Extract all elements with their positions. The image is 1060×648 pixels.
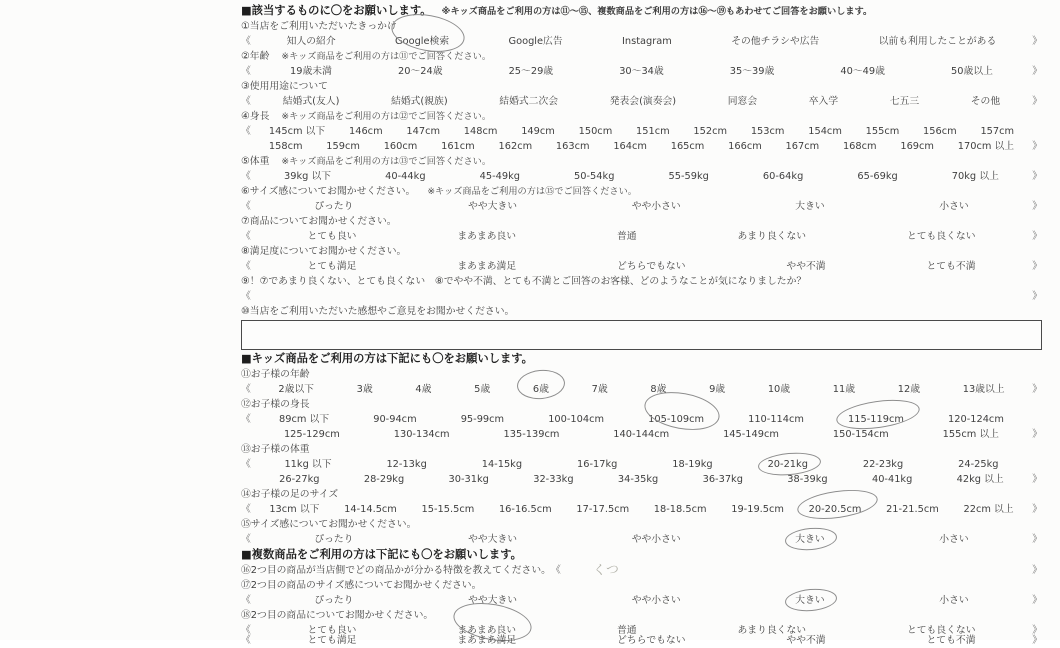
options-row (241, 94, 1042, 109)
option: 小さい (939, 201, 969, 212)
option: 9歳 (709, 384, 726, 395)
question-number-and-text: ①当店をご利用いただいたきっかけ (241, 21, 397, 32)
option: 65-69kg (857, 171, 898, 182)
option: 40～49歳 (840, 66, 885, 77)
question-number-and-text: ⑭お子様の足のサイズ (241, 489, 339, 500)
option: 163cm (555, 141, 590, 152)
options-group (257, 427, 1026, 442)
option: 19歳未満 (290, 66, 332, 77)
open-bracket: 《 (241, 625, 251, 636)
option: 16-17kg (577, 459, 618, 470)
option: 159cm (326, 141, 360, 152)
option: 145cm 以下 (268, 126, 326, 137)
option: 以前も利用したことがある (878, 36, 997, 47)
question-label (241, 274, 1042, 289)
question-number-and-text: ⑨！⑦であまり良くない、とても良くない ⑧でやや不満、とても不満とご回答のお客様、どのようなことが気になりましたか？ (241, 276, 807, 287)
option: 89cm 以下 (279, 414, 330, 425)
option: 148cm (463, 126, 498, 137)
open-bracket: 《 (550, 565, 561, 576)
option: 22cm 以上 (963, 504, 1014, 515)
option: やや小さい (631, 201, 681, 212)
option: 40-41kg (871, 474, 913, 485)
question-label (241, 608, 1042, 623)
option: 大きい (795, 532, 824, 547)
option: やや大きい (468, 201, 518, 212)
option: 151cm (636, 126, 670, 137)
option: とても良くない (906, 231, 976, 242)
option: 140-144cm (613, 429, 670, 440)
option: ぴったり (314, 201, 354, 212)
option: 120-124cm (948, 414, 1004, 425)
options-group (257, 94, 1026, 109)
option: 156cm (923, 126, 957, 137)
option: 130-134cm (393, 429, 450, 440)
option: ぴったり (314, 595, 354, 606)
open-bracket: 《 (241, 634, 251, 646)
close-bracket: 》 (1032, 565, 1042, 576)
option: 14-15kg (481, 459, 523, 470)
option: 24-25kg (958, 459, 999, 470)
question-number-and-text: ⑤体重 (241, 156, 270, 167)
option: 30～34歳 (619, 66, 664, 77)
section-header (241, 351, 1042, 367)
option: 普通 (616, 231, 637, 242)
close-bracket: 》 (1032, 429, 1042, 440)
option: 小さい (939, 534, 969, 545)
close-bracket: 》 (1032, 534, 1042, 545)
option: 卒入学 (808, 96, 839, 107)
question-label (241, 109, 1042, 124)
option: 168cm (842, 141, 877, 152)
open-bracket: 《 (241, 231, 251, 242)
question-number-and-text: ④身長 (241, 111, 270, 122)
option: 150-154cm (832, 429, 889, 440)
options-group (257, 472, 1026, 487)
options-group (257, 382, 1026, 397)
option: やや不満 (786, 634, 826, 646)
question-label (241, 79, 1042, 94)
close-bracket: 》 (1032, 595, 1042, 606)
options-group (257, 259, 1026, 274)
question-label (241, 442, 1042, 457)
option: やや大きい (468, 595, 518, 606)
option: 32-33kg (533, 474, 574, 485)
open-bracket: 《 (241, 595, 251, 606)
option: 13歳以上 (962, 384, 1005, 395)
open-bracket: 《 (241, 504, 251, 515)
question-number-and-text: ⑪お子様の年齢 (241, 369, 310, 380)
option: あまり良くない (737, 231, 807, 242)
option: Instagram (622, 36, 672, 47)
options-group (257, 502, 1026, 517)
option: 4歳 (415, 384, 432, 395)
option: 146cm (348, 126, 383, 137)
question-number-and-text: ⑧満足度についてお聞かせください。 (241, 246, 407, 257)
option: 170cm 以上 (957, 141, 1015, 152)
option: 39kg 以下 (284, 171, 332, 182)
option: 結婚式(親族) (391, 96, 448, 107)
options-row (241, 199, 1042, 214)
option: とても満足 (307, 634, 357, 646)
partial-options-row (241, 634, 1042, 646)
option: 11kg 以下 (284, 459, 332, 470)
option: 150cm (578, 126, 613, 137)
option: 149cm (521, 126, 555, 137)
close-bracket: 》 (1032, 384, 1042, 395)
options-row (241, 169, 1042, 184)
option: 100-104cm (548, 414, 605, 425)
option: 165cm (670, 141, 705, 152)
option: 12-13kg (386, 459, 427, 470)
options-group (257, 412, 1026, 427)
options-row (241, 593, 1042, 608)
close-bracket: 》 (1032, 291, 1042, 302)
section-header-text: ■該当するものに〇をお願いします。 (241, 4, 432, 17)
close-bracket: 》 (1032, 66, 1042, 77)
comment-box[interactable] (241, 320, 1042, 350)
options-group (257, 199, 1026, 214)
option: 50-54kg (574, 171, 615, 182)
option: 30-31kg (448, 474, 489, 485)
open-bracket: 《 (241, 201, 251, 212)
question-label (241, 19, 1042, 34)
question-number-and-text: ⑥サイズ感についてお聞かせください。 (241, 186, 416, 197)
close-bracket: 》 (1032, 231, 1042, 242)
question-number-and-text: ②年齢 (241, 51, 270, 62)
options-group (257, 169, 1026, 184)
option: 162cm (498, 141, 533, 152)
close-bracket: 》 (1032, 474, 1042, 485)
question-label (241, 304, 1042, 319)
option: とても良い (307, 231, 357, 242)
question-note: ※キッズ商品をご利用の方は⑫でご回答ください。 (281, 111, 492, 122)
question-label (241, 487, 1042, 502)
option: 35～39歳 (729, 66, 775, 77)
close-bracket: 》 (1032, 261, 1042, 272)
option: 110-114cm (748, 414, 804, 425)
option: 20-21kg (768, 457, 808, 472)
option: やや小さい (631, 595, 681, 606)
option: Google検索 (395, 34, 449, 49)
option: 28-29kg (363, 474, 405, 485)
section-header (241, 547, 1042, 563)
option: 5歳 (474, 384, 491, 395)
option: 155cm 以上 (942, 429, 999, 440)
option: 8歳 (650, 384, 667, 395)
open-bracket: 《 (241, 384, 251, 395)
question-number-and-text: ⑫お子様の身長 (241, 399, 310, 410)
handwritten-answer: くつ (592, 562, 620, 579)
option: 18-19kg (672, 459, 713, 470)
option: 160cm (383, 141, 418, 152)
close-bracket: 》 (1032, 625, 1042, 636)
open-bracket: 《 (241, 36, 251, 47)
option: やや小さい (631, 534, 681, 545)
option: 105-109cm (648, 412, 704, 427)
option: まあまあ良い (457, 231, 517, 242)
option: まあまあ満足 (457, 634, 517, 646)
option: 17-17.5cm (576, 504, 630, 515)
options-group (257, 229, 1026, 244)
open-bracket: 《 (241, 96, 251, 107)
question-number-and-text: ⑦商品についてお聞かせください。 (241, 216, 397, 227)
option: 22-23kg (862, 459, 904, 470)
option: 166cm (728, 141, 762, 152)
close-bracket: 》 (1032, 171, 1042, 182)
section-header-text: ■キッズ商品をご利用の方は下記にも〇をお願いします。 (241, 352, 533, 365)
option: とても良い (307, 625, 357, 636)
question-label (241, 517, 1042, 532)
option: 167cm (785, 141, 820, 152)
option: まあまあ満足 (457, 261, 517, 272)
option: 16-16.5cm (498, 504, 552, 515)
option: 55-59kg (668, 171, 709, 182)
option: 42kg 以上 (956, 474, 1004, 485)
option: まあまあ良い (457, 623, 516, 638)
option: 21-21.5cm (886, 504, 939, 515)
option: 164cm (613, 141, 647, 152)
options-row (241, 139, 1042, 154)
question-number-and-text: ⑬お子様の体重 (241, 444, 310, 455)
option: 大きい (795, 201, 825, 212)
options-row (241, 532, 1042, 547)
question-label (241, 397, 1042, 412)
option: 大きい (795, 593, 824, 608)
option: 169cm (900, 141, 934, 152)
option: やや不満 (786, 261, 826, 272)
option: 34-35kg (617, 474, 659, 485)
close-bracket: 》 (1032, 634, 1042, 646)
option: 38-39kg (787, 474, 828, 485)
question-number-and-text: ⑩当店をご利用いただいた感想やご意見をお聞かせください。 (241, 306, 515, 317)
options-row (241, 64, 1042, 79)
option: 18-18.5cm (653, 504, 707, 515)
option: 36-37kg (702, 474, 743, 485)
option: 153cm (750, 126, 785, 137)
option: 40-44kg (385, 171, 426, 182)
question-number-and-text: ⑰2つ目の商品のサイズ感についてお聞かせください。 (241, 580, 482, 591)
option: 115-119cm (848, 412, 904, 427)
options-group (257, 532, 1026, 547)
options-row (241, 382, 1042, 397)
open-bracket: 《 (241, 126, 251, 137)
option: 20-20.5cm (809, 502, 862, 517)
option: 90-94cm (373, 414, 417, 425)
option: 125-129cm (283, 429, 340, 440)
open-bracket: 《 (241, 414, 251, 425)
open-bracket: 《 (241, 534, 251, 545)
section-header-text: ■複数商品をご利用の方は下記にも〇をお願いします。 (241, 548, 522, 561)
option: 145-149cm (723, 429, 779, 440)
option: 2歳以下 (278, 384, 314, 395)
close-bracket: 》 (1032, 36, 1042, 47)
option: 152cm (693, 126, 728, 137)
option: 7歳 (591, 384, 608, 395)
option: 10歳 (767, 384, 791, 395)
options-group (257, 593, 1026, 608)
blank-answer-row (241, 289, 1042, 304)
option: 25～29歳 (508, 66, 554, 77)
option: 135-139cm (503, 429, 560, 440)
options-row (241, 412, 1042, 427)
question-label (241, 244, 1042, 259)
option: 45-49kg (479, 171, 520, 182)
option: 15-15.5cm (421, 504, 475, 515)
question-note: ※キッズ商品をご利用の方は⑬でご回答ください。 (281, 156, 492, 167)
question-label (241, 563, 1042, 578)
options-group (257, 64, 1026, 79)
option: どちらでもない (617, 634, 686, 646)
option: 知人の紹介 (286, 36, 336, 47)
open-bracket: 《 (241, 66, 251, 77)
options-row (241, 457, 1042, 472)
option: 158cm (268, 141, 303, 152)
options-row (241, 259, 1042, 274)
option: 6歳 (533, 382, 549, 397)
section-header (241, 3, 1042, 19)
option: その他チラシや広告 (731, 36, 820, 47)
option: 161cm (441, 141, 475, 152)
option: その他 (970, 96, 1001, 107)
option: 154cm (808, 126, 842, 137)
question-note: ※キッズ商品をご利用の方は⑪でご回答ください。 (281, 51, 492, 62)
question-label (241, 49, 1042, 64)
option: 157cm (980, 126, 1015, 137)
option: 結婚式(友人) (282, 96, 340, 107)
question-number-and-text: ⑯2つ目の商品が当店側でどの商品かが分かる特徴を教えてください。 (241, 565, 551, 576)
options-row (241, 427, 1042, 442)
option: 155cm (865, 126, 900, 137)
open-bracket: 《 (241, 459, 251, 470)
option: 26-27kg (279, 474, 320, 485)
question-number-and-text: ⑮サイズ感についてお聞かせください。 (241, 519, 417, 530)
section-header-note: ※キッズ商品をご利用の方は⑪～⑮、複数商品をご利用の方は⑯～⑲もあわせてご回答をお願いします。 (441, 6, 873, 17)
survey-form (241, 3, 1042, 646)
options-group (257, 457, 1026, 472)
option: 同窓会 (727, 96, 758, 107)
option: ぴったり (314, 534, 354, 545)
option: 50歳以上 (951, 66, 993, 77)
options-group (257, 124, 1026, 139)
question-note: ※キッズ商品をご利用の方は⑮でご回答ください。 (427, 186, 637, 197)
question-label (241, 367, 1042, 382)
open-bracket: 《 (241, 261, 251, 272)
question-label (241, 154, 1042, 169)
option: 12歳 (897, 384, 921, 395)
close-bracket: 》 (1032, 141, 1042, 152)
question-number-and-text: ③使用用途について (241, 81, 328, 92)
option: あまり良くない (737, 625, 807, 636)
option: 七五三 (889, 96, 920, 107)
option: やや大きい (468, 534, 518, 545)
option: 11歳 (832, 384, 856, 395)
question-label (241, 184, 1042, 199)
option: 14-14.5cm (344, 504, 397, 515)
options-row (241, 502, 1042, 517)
option: とても良くない (906, 625, 976, 636)
question-label (241, 214, 1042, 229)
options-row (241, 34, 1042, 49)
close-bracket: 》 (1032, 504, 1042, 515)
close-bracket: 》 (1032, 201, 1042, 212)
option: Google広告 (508, 36, 563, 47)
question-label (241, 578, 1042, 593)
option: 95-99cm (460, 414, 505, 425)
option: 普通 (616, 625, 637, 636)
option: 19-19.5cm (731, 504, 784, 515)
open-bracket: 《 (241, 291, 251, 302)
option: 結婚式二次会 (499, 96, 559, 107)
options-group (257, 34, 1026, 49)
option: 60-64kg (762, 171, 804, 182)
option: とても不満 (926, 634, 976, 646)
option: とても不満 (926, 261, 976, 272)
options-group (257, 139, 1026, 154)
option: 147cm (406, 126, 441, 137)
open-bracket: 《 (241, 171, 251, 182)
options-row (241, 472, 1042, 487)
options-row (241, 124, 1042, 139)
question-number-and-text: ⑱2つ目の商品についてお聞かせください。 (241, 610, 434, 621)
option: 発表会(演奏会) (609, 96, 677, 107)
option: 13cm 以下 (269, 504, 320, 515)
options-row (241, 229, 1042, 244)
option: 3歳 (356, 384, 373, 395)
option: 20～24歳 (397, 66, 443, 77)
close-bracket: 》 (1032, 96, 1042, 107)
option: どちらでもない (617, 261, 686, 272)
option: とても満足 (307, 261, 357, 272)
option: 70kg 以上 (951, 171, 999, 182)
option: 小さい (939, 595, 969, 606)
